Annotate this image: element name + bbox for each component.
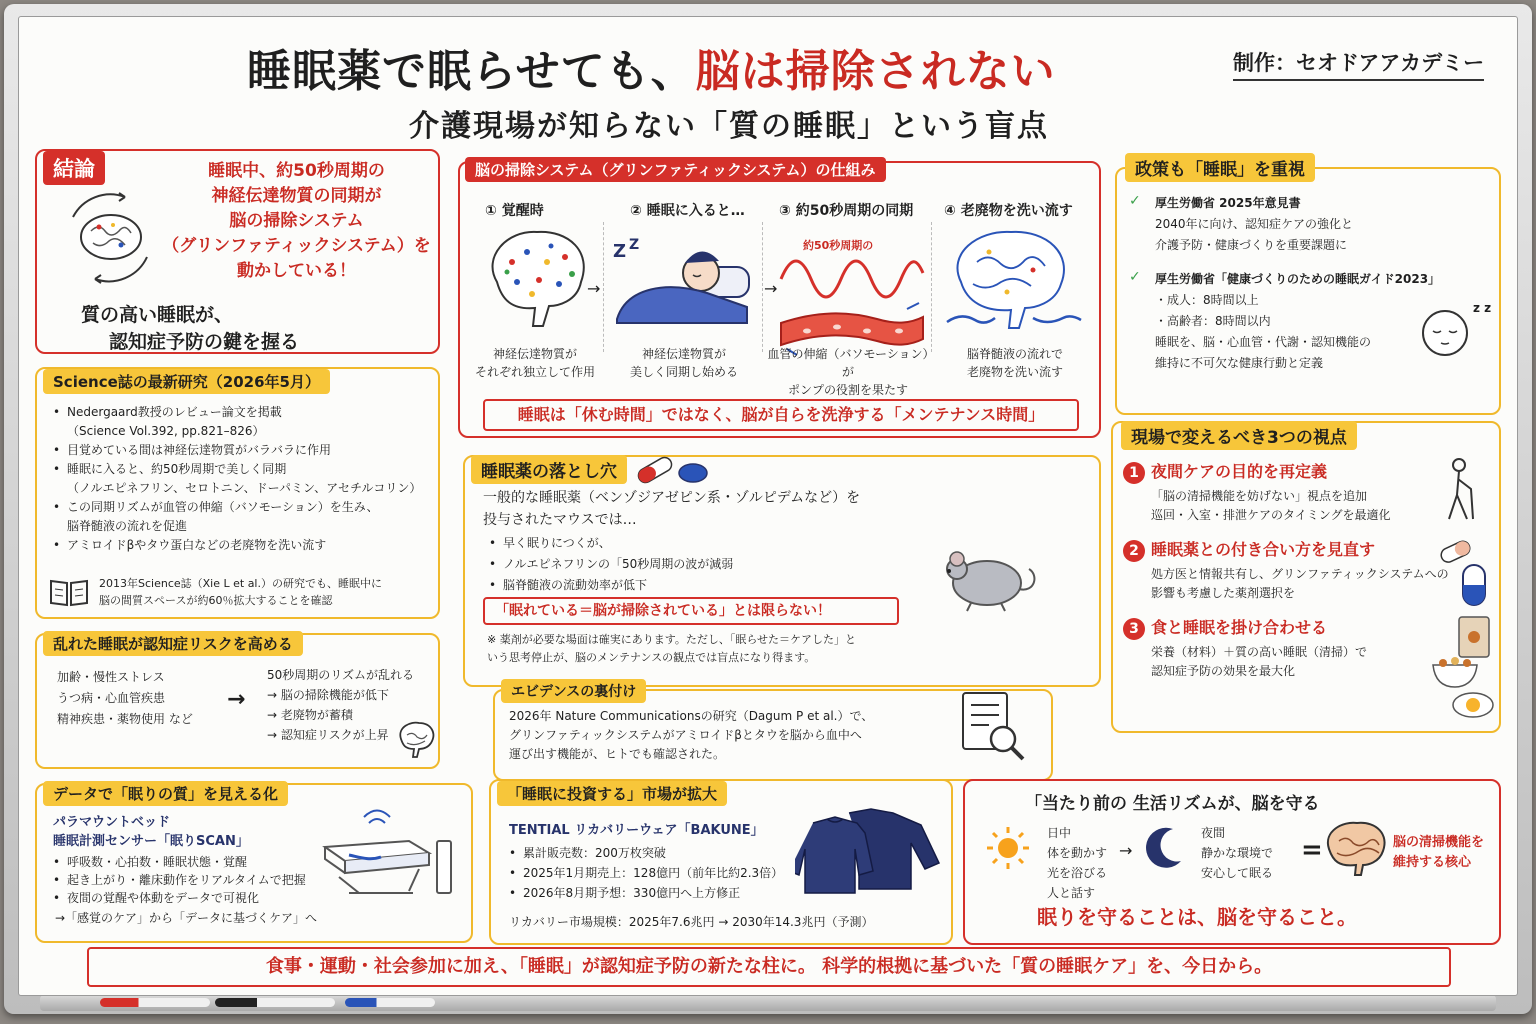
list-item: • 2025年1月期売上：128億円（前年比約2.3倍） — [509, 863, 783, 883]
viewpoint-line: 認知症予防の効果を最大化 — [1151, 664, 1296, 678]
mechanism-summary: 睡眠は「休む時間」ではなく、脳が自らを洗浄する「メンテナンス時間」 — [483, 399, 1079, 431]
page-title — [247, 35, 1056, 99]
policy-item-line: 睡眠を、脳・心血管・代謝・認知機能の — [1155, 335, 1372, 349]
viewpoint-title — [1123, 537, 1375, 562]
list-line: 脳脊髄液の流れを促進 — [67, 519, 188, 533]
product-line: パラマウントベッド — [53, 815, 171, 830]
sun-icon — [985, 825, 1031, 871]
brain-awake-icon — [477, 222, 597, 332]
policy-item-line: ・高齢者：8時間以内 — [1155, 314, 1271, 328]
conclusion-tag: 結論 — [43, 151, 105, 185]
healthy-brain-icon — [1319, 817, 1391, 879]
note-line: ※ 薬剤が必要な場面は確実にあります。ただし、「眠らせた＝ケアした」と — [487, 633, 857, 646]
list-line: • Nedergaard教授のレビュー論文を掲載 — [67, 405, 282, 419]
note-line: 2013年Science誌（Xie L et al.）の研究でも、睡眠中に — [99, 577, 382, 590]
step-caption-line: 神経伝達物質が — [492, 347, 577, 361]
market-tag: 「睡眠に投資する」市場が拡大 — [497, 781, 727, 806]
risk-effect: → 認知症リスクが上昇 — [267, 728, 389, 742]
viewpoint-number: 3 — [1123, 618, 1145, 640]
brain-cycle-icon — [55, 187, 165, 287]
viewpoint-line: 影響も考慮した薬剤選択を — [1151, 586, 1296, 600]
list-item: • 早く眠りにつくが、 — [489, 533, 733, 554]
pitfall-list — [489, 533, 733, 596]
rhythm-core — [1393, 833, 1484, 873]
footer-message: 食事・運動・社会参加に加え、「睡眠」が認知症予防の新たな柱に。 科学的根拠に基づいた「質の睡眠ケア」を、今日から。 — [87, 947, 1451, 987]
rhythm-title: 「当たり前の 生活リズムが、脳を守る — [1025, 794, 1320, 814]
book-icon — [49, 577, 89, 607]
science-note — [99, 575, 382, 609]
step-caption-line: 美しく同期し始める — [629, 365, 738, 379]
conclusion-sub-line: 質の高い睡眠が、 — [81, 304, 234, 326]
pitfall-intro-line: 投与されたマウスでは… — [483, 512, 637, 528]
step-title: ② 睡眠に入ると… — [630, 203, 745, 219]
brain-washing-icon — [937, 222, 1087, 342]
data-product — [53, 813, 249, 851]
zz-mark: z z — [1473, 301, 1492, 315]
science-tag: Science誌の最新研究（2026年5月） — [43, 369, 330, 394]
viewpoint-body — [1151, 565, 1449, 603]
list-item: • 脳脊髄液の流動効率が低下 — [489, 575, 733, 596]
capsule-icon — [1437, 535, 1497, 607]
market-size: リカバリー市場規模：2025年7.6兆円 → 2030年14.3兆円（予測） — [509, 915, 874, 929]
pitfall-tag: 睡眠薬の落とし穴 — [471, 455, 627, 484]
list-item — [53, 498, 421, 536]
core-line: 脳の清掃機能を — [1393, 835, 1485, 850]
list-line: （Science Vol.392, pp.821–826） — [67, 424, 265, 438]
svg-text:Z: Z — [613, 241, 627, 262]
list-line: • 目覚めている間は神経伝達物質がバラバラに作用 — [67, 443, 332, 457]
viewpoint-number: 2 — [1123, 540, 1145, 562]
night-line: 夜間 — [1201, 826, 1226, 840]
policy-item-title: 厚生労働省 2025年意見書 — [1155, 196, 1301, 210]
list-line: • アミロイドβやタウ蛋白などの老廃物を洗い流す — [67, 538, 327, 552]
mechanism-tag: 脳の掃除システム（グリンファティックシステム）の仕組み — [465, 157, 886, 182]
list-item: • 起き上がり・離床動作をリアルタイムで把握 — [53, 871, 306, 889]
viewpoint-line: 処方医と情報共有し、グリンファティックシステムへの — [1151, 567, 1449, 581]
risk-effects — [267, 665, 414, 745]
policy-item-title: 厚生労働省「健康づくりのための睡眠ガイド2023」 — [1155, 272, 1441, 286]
elderly-walking-icon — [1439, 457, 1487, 523]
conclusion-line: （グリンファティックシステム）を — [162, 236, 431, 256]
list-item — [53, 536, 421, 555]
conclusion-line: 睡眠中、約50秒周期の — [208, 161, 385, 181]
step-caption-line: ポンプの役割を果たす — [787, 383, 908, 397]
viewpoint-title — [1123, 459, 1327, 484]
market-list — [509, 843, 783, 903]
night-actions — [1201, 823, 1273, 883]
list-item — [53, 403, 421, 441]
list-line: （ノルエピネフリン、セロトニン、ドーパミン、アセチルコリン） — [67, 481, 422, 495]
pitfall-warning: 「眠れている＝脳が掃除されている」とは限らない！ — [483, 597, 899, 625]
risk-cause: 加齢・慢性ストレス — [57, 670, 165, 684]
list-line: • この同期リズムが血管の伸縮（バソモーション）を生み、 — [67, 500, 379, 514]
pitfall-note — [487, 631, 856, 667]
viewpoint-line: 栄養（材料）＋質の高い睡眠（清掃）で — [1151, 645, 1368, 659]
risk-causes — [57, 667, 193, 730]
check-icon: ✓ — [1129, 193, 1141, 209]
red-marker — [100, 998, 210, 1007]
day-line: 体を動かす — [1047, 846, 1108, 860]
step-title: ③ 約50秒周期の同期 — [779, 203, 914, 219]
day-line: 人と話す — [1047, 886, 1096, 900]
credit: 制作：セオドアアカデミー — [1233, 47, 1484, 81]
day-line: 光を浴びる — [1047, 866, 1108, 880]
evidence-tag: エビデンスの裏付け — [501, 679, 646, 703]
list-item: • 呼吸数・心拍数・睡眠状態・覚醒 — [53, 853, 306, 871]
data-list — [53, 853, 306, 907]
conclusion-line: 脳の掃除システム — [229, 211, 364, 231]
equals-sign: = — [1301, 835, 1323, 865]
risk-cause: うつ病・心血管疾患 — [57, 691, 166, 705]
risk-cause: 精神疾患・薬物使用 など — [57, 712, 193, 726]
night-line: 安心して眠る — [1201, 866, 1274, 880]
step-caption — [765, 345, 931, 399]
sensor-bed-icon — [319, 807, 459, 907]
arrow: → — [227, 687, 246, 712]
document-magnifier-icon — [959, 689, 1029, 765]
conclusion-line: 神経伝達物質の同期が — [211, 186, 382, 206]
evidence-line: グリンファティックシステムがアミロイドβとタウを脳から血中へ — [509, 728, 862, 742]
policy-item-line: 2040年に向け、認知症ケアの強化と — [1155, 217, 1354, 231]
black-marker — [215, 998, 335, 1007]
viewpoint-line: 「脳の清掃機能を妨げない」視点を追加 — [1151, 489, 1368, 503]
food-icon — [1429, 613, 1499, 723]
check-icon: ✓ — [1129, 269, 1141, 285]
viewpoint-line: 巡回・入室・排泄ケアのタイミングを最適化 — [1151, 508, 1391, 522]
conclusion-sub-line: 認知症予防の鍵を握る — [109, 331, 300, 353]
risk-effect: 50秒周期のリズムが乱れる — [267, 668, 415, 682]
viewpoint-body — [1151, 487, 1391, 525]
conclusion-line: 動かしている！ — [237, 261, 356, 281]
sleeping-face-icon — [1417, 301, 1477, 361]
recovery-wear-icon — [795, 803, 945, 895]
list-item: • ノルエピネフリンの「50秒周期の波が減弱 — [489, 554, 733, 575]
step-caption — [465, 345, 605, 381]
note-line: 脳の間質スペースが約60％拡大することを確認 — [99, 594, 333, 607]
arrow: → — [764, 279, 778, 298]
night-line: 静かな環境で — [1201, 846, 1274, 860]
risk-effect: → 脳の掃除機能が低下 — [267, 688, 389, 702]
arrow: → — [587, 279, 601, 298]
step-title: ④ 老廃物を洗い流す — [944, 203, 1073, 219]
blue-marker — [345, 998, 435, 1007]
viewpoints-tag: 現場で変えるべき3つの視点 — [1121, 421, 1357, 450]
viewpoint-title-text: 食と睡眠を掛け合わせる — [1151, 618, 1328, 637]
title-main: 睡眠薬で眠らせても、 — [247, 46, 696, 97]
list-item: • 夜間の覚醒や体動をデータで可視化 — [53, 889, 306, 907]
viewpoint-number: 1 — [1123, 462, 1145, 484]
moon-icon — [1145, 825, 1185, 871]
step-caption — [609, 345, 759, 381]
risk-effect: → 老廃物が蓄積 — [267, 708, 353, 722]
title-accent: 脳は掃除されない — [695, 46, 1056, 97]
vasomotion-wave-icon — [777, 249, 927, 359]
policy-item-line: ・成人：8時間以上 — [1155, 293, 1259, 307]
step-title: ① 覚醒時 — [485, 203, 544, 219]
viewpoint-title-text: 睡眠薬との付き合い方を見直す — [1151, 540, 1376, 559]
pill-capsule-icon — [633, 453, 713, 487]
step-caption-line: 脳脊髄液の流れで — [966, 347, 1063, 361]
step-caption-line: 神経伝達物質が — [641, 347, 726, 361]
product-line: 睡眠計測センサー「眠りSCAN」 — [53, 834, 249, 849]
viewpoint-body — [1151, 643, 1367, 681]
evidence-text — [509, 707, 873, 764]
conclusion-lines — [159, 159, 434, 284]
list-item — [53, 441, 421, 460]
brain-icon — [395, 719, 437, 759]
note-line: いう思考停止が、脳のメンテナンスの観点では盲点になり得ます。 — [487, 651, 816, 664]
wave-label: 約50秒周期の — [803, 239, 874, 252]
day-actions — [1047, 823, 1107, 903]
step-caption-line: 血管の伸縮（バソモーション）が — [767, 347, 929, 379]
list-line: • 睡眠に入ると、約50秒周期で美しく同期 — [67, 462, 287, 476]
list-item: • 累計販売数：200万枚突破 — [509, 843, 783, 863]
risk-tag: 乱れた睡眠が認知症リスクを高める — [43, 631, 303, 656]
step-caption-line: 老廃物を洗い流す — [966, 365, 1063, 379]
evidence-line: 2026年 Nature Communicationsの研究（Dagum P et al.）で、 — [509, 709, 874, 723]
step-caption — [935, 345, 1095, 381]
step-caption-line: それぞれ独立して作用 — [474, 365, 595, 379]
data-conclusion: →「感覚のケア」から「データに基づくケア」へ — [55, 911, 318, 925]
list-item: • 2026年8月期予想：330億円へ上方修正 — [509, 883, 783, 903]
page-subtitle: 介護現場が知らない「質の睡眠」という盲点 — [409, 109, 1049, 144]
policy-item — [1155, 193, 1353, 256]
market-product: TENTIAL リカバリーウェア「BAKUNE」 — [509, 823, 764, 838]
arrow: → — [1119, 841, 1133, 860]
policy-item-line: 介護予防・健康づくりを重要課題に — [1155, 238, 1348, 252]
policy-item — [1155, 269, 1440, 374]
day-line: 日中 — [1047, 826, 1072, 840]
core-line: 維持する核心 — [1393, 855, 1472, 870]
pitfall-intro-line: 一般的な睡眠薬（ベンゾジアゼピン系・ゾルピデムなど）を — [483, 490, 861, 506]
pitfall-intro — [483, 487, 860, 531]
sleeping-person-icon — [607, 227, 755, 327]
mouse-icon — [931, 535, 1041, 615]
conclusion-sub — [81, 302, 299, 356]
svg-text:Z: Z — [629, 237, 640, 253]
science-list — [53, 403, 421, 555]
list-item — [53, 460, 421, 498]
viewpoint-title — [1123, 615, 1327, 640]
policy-item-line: 維持に不可欠な健康行動と定義 — [1155, 356, 1324, 370]
whiteboard — [18, 16, 1518, 996]
viewpoint-title-text: 夜間ケアの目的を再定義 — [1151, 462, 1328, 481]
divider — [762, 222, 763, 352]
data-tag: データで「眠りの質」を見える化 — [43, 781, 288, 806]
divider — [931, 222, 932, 352]
policy-tag: 政策も「睡眠」を重視 — [1125, 153, 1315, 182]
rhythm-slogan: 眠りを守ることは、脳を守ること。 — [1037, 905, 1357, 929]
evidence-line: 運び出す機能が、ヒトでも確認された。 — [509, 747, 726, 761]
divider — [603, 222, 604, 352]
